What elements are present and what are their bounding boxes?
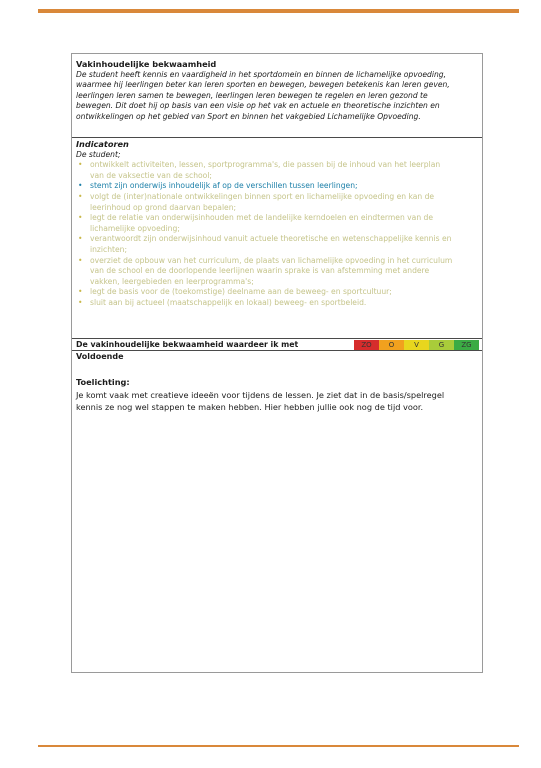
bullet-icon: • bbox=[78, 297, 83, 307]
rating-option-v: V bbox=[404, 340, 429, 350]
indicator-item bbox=[76, 287, 480, 298]
indicator-line: inzichten; bbox=[90, 244, 128, 254]
bullet-icon: • bbox=[78, 255, 83, 265]
indicator-item bbox=[76, 256, 480, 288]
competence-line: ontwikkelingen op het gebied van Sport en binnen het vakgebied Lichamelijke Opvoeding. bbox=[76, 111, 421, 121]
indicators-subtitle: De student; bbox=[76, 149, 121, 159]
feedback-title: Toelichting: bbox=[76, 377, 130, 387]
indicator-line: volgt de (inter)nationale ontwikkelingen binnen sport en lichamelijke opvoeding en kan de bbox=[90, 191, 435, 201]
indicator-item bbox=[76, 160, 480, 181]
indicators-section bbox=[76, 139, 480, 309]
rating-option-zo: ZO bbox=[354, 340, 379, 350]
divider bbox=[72, 137, 482, 138]
competence-line: bewegen. Dit doet hij op basis van een visie op het vak en actuele en theoretische inzichten en bbox=[76, 101, 440, 111]
bullet-icon: • bbox=[78, 191, 83, 201]
divider bbox=[72, 350, 482, 351]
indicator-line: verantwoordt zijn onderwijsinhoud vanuit actuele theoretische en wetenschappelijke kennis en bbox=[90, 234, 452, 244]
rating-scale bbox=[354, 340, 479, 350]
indicator-line: van de vaksectie van de school; bbox=[90, 170, 212, 180]
indicator-line: legt de basis voor de (toekomstige) deelname aan de beweeg- en sportcultuur; bbox=[90, 287, 392, 297]
assessment-form bbox=[71, 53, 483, 673]
competence-title: Vakinhoudelijke bekwaamheid bbox=[76, 59, 217, 69]
rating-result: Voldoende bbox=[76, 352, 124, 361]
competence-line: De student heeft kennis en vaardigheid in het sportdomein en binnen de lichamelijke opvoeding, bbox=[76, 69, 447, 79]
indicator-line: ontwikkelt activiteiten, lessen, sportprogramma's, die passen bij de inhoud van het leerplan bbox=[90, 160, 441, 170]
bullet-icon: • bbox=[78, 160, 83, 170]
rating-option-zg: ZG bbox=[454, 340, 479, 350]
indicator-line: leerinhoud op grond daarvan bepalen; bbox=[90, 202, 237, 212]
feedback-line: Je komt vaak met creatieve ideeën voor tijdens de lessen. Je ziet dat in de basis/spelregel bbox=[76, 389, 445, 400]
indicator-item bbox=[76, 298, 480, 309]
indicator-line: legt de relatie van onderwijsinhouden met de landelijke kerndoelen en eindtermen van de bbox=[90, 213, 434, 223]
footer-rule bbox=[38, 745, 519, 747]
indicators-title: Indicatoren bbox=[76, 139, 129, 149]
bullet-icon: • bbox=[78, 213, 83, 223]
indicator-list bbox=[76, 160, 480, 308]
competence-section bbox=[76, 59, 480, 123]
competence-line: leerlingen leren samen te bewegen, leerlingen leren bewegen te regelen en leren gezond te bbox=[76, 90, 428, 100]
feedback-line: kennis ze nog wel stappen te maken hebben. Hier hebben jullie ook nog de tijd voor. bbox=[76, 402, 424, 413]
indicator-item bbox=[76, 234, 480, 255]
indicator-line: overziet de opbouw van het curriculum, de plaats van lichamelijke opvoeding in het curriculum bbox=[90, 255, 453, 265]
indicator-line: stemt zijn onderwijs inhoudelijk af op de verschillen tussen leerlingen; bbox=[90, 181, 358, 191]
rating-option-o: O bbox=[379, 340, 404, 350]
rating-label: De vakinhoudelijke bekwaamheid waardeer ik met bbox=[76, 340, 299, 349]
bullet-icon: • bbox=[78, 234, 83, 244]
feedback-section bbox=[76, 376, 480, 414]
indicator-item bbox=[76, 192, 480, 213]
indicator-line: van de school en de doorlopende leerlijnen waarin sprake is van afstemming met andere bbox=[90, 266, 430, 276]
competence-line: waarmee hij leerlingen beter kan leren sporten en bewegen, bewegen betekenis kan leren geven, bbox=[76, 80, 450, 90]
indicator-item bbox=[76, 181, 480, 192]
indicator-line: vakken, leergebieden en leerprogramma's; bbox=[90, 276, 254, 286]
competence-description bbox=[76, 70, 480, 123]
header-rule bbox=[38, 9, 519, 13]
indicator-line: sluit aan bij actueel (maatschappelijk en lokaal) beweeg- en sportbeleid. bbox=[90, 297, 367, 307]
rating-option-g: G bbox=[429, 340, 454, 350]
bullet-icon: • bbox=[78, 287, 83, 297]
bullet-icon: • bbox=[78, 181, 83, 191]
rating-row bbox=[72, 339, 482, 350]
indicator-line: lichamelijke opvoeding; bbox=[90, 223, 180, 233]
indicator-item bbox=[76, 213, 480, 234]
